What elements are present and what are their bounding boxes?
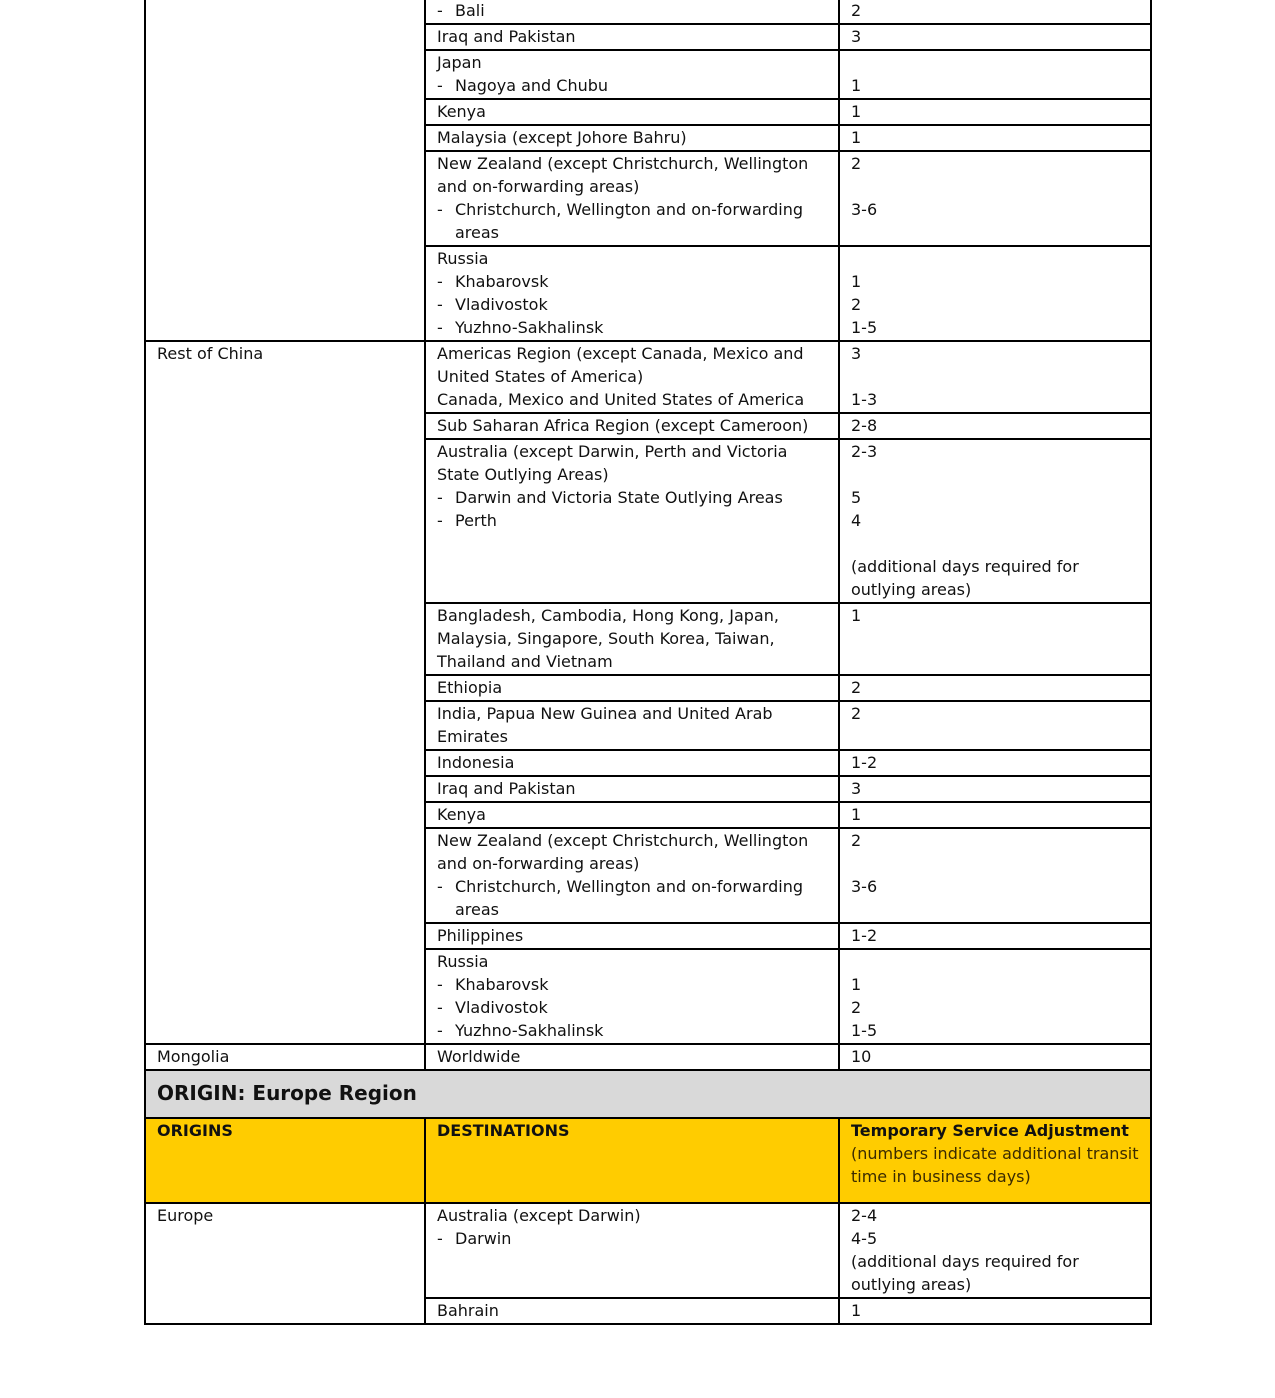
adjustment-value: 1: [851, 1301, 862, 1320]
adjustment-value: 1: [851, 805, 862, 824]
adjustment-cell: [839, 675, 1151, 701]
destination-cell: [425, 0, 839, 24]
destination: Australia (except Darwin, Perth and Victoria State Outlying Areas): [437, 442, 793, 484]
sub-destination: - Yuzhno-Sakhalinsk: [437, 316, 827, 339]
adjustment-cell: [839, 439, 1151, 603]
spacer: [851, 950, 1139, 973]
region-title: ORIGIN: Europe Region: [145, 1070, 1151, 1118]
destination-cell: [425, 923, 839, 949]
adjustment-value: 3: [851, 344, 862, 363]
destination-cell: [425, 675, 839, 701]
adjustment-value: 3-6: [851, 200, 878, 219]
sub-destination: - Khabarovsk: [437, 973, 827, 996]
destination-cell: [425, 949, 839, 1044]
destination: New Zealand (except Christchurch, Wellington and on-forwarding areas): [437, 154, 814, 196]
adjustment-value: 1: [851, 606, 862, 625]
destination: Bahrain: [437, 1301, 499, 1320]
origin-cell: [145, 0, 425, 341]
adjustment-value: 2: [851, 154, 862, 173]
adjustment-value: (additional days required for outlying areas): [851, 1252, 1084, 1294]
adjustment-value: 2-4: [851, 1206, 878, 1225]
header-adjustment: [839, 1118, 1151, 1203]
header-adjustment-title: Temporary Service Adjustment: [851, 1121, 1129, 1140]
table-row: [145, 1044, 1151, 1070]
destination-cell: [425, 603, 839, 675]
adjustment-cell: [839, 923, 1151, 949]
destination-cell: [425, 1298, 839, 1324]
destination-cell: [425, 750, 839, 776]
destination-cell: [425, 341, 839, 413]
adjustment-value: 4: [851, 511, 862, 530]
spacer: [851, 175, 1139, 198]
adjustment-cell: [839, 50, 1151, 99]
destination: Russia: [437, 952, 489, 971]
destination-cell: [425, 50, 839, 99]
destination: Iraq and Pakistan: [437, 27, 576, 46]
origin-label: Mongolia: [157, 1047, 230, 1066]
spacer: [851, 463, 1139, 486]
table-row: [145, 341, 1151, 413]
destination: Bangladesh, Cambodia, Hong Kong, Japan, Malaysia, Singapore, South Korea, Taiwan, Thailand and Vietnam: [437, 606, 785, 671]
spacer: [851, 532, 1139, 555]
adjustment-cell: [839, 776, 1151, 802]
destination: Sub Saharan Africa Region (except Cameroon): [437, 416, 809, 435]
adjustment-value: 1: [851, 76, 862, 95]
destination-cell: [425, 776, 839, 802]
adjustment-cell: [839, 0, 1151, 24]
sub-destination: - Perth: [437, 509, 827, 532]
sub-destination: - Darwin: [437, 1227, 827, 1250]
sub-destination: - Nagoya and Chubu: [437, 74, 827, 97]
adjustment-cell: [839, 949, 1151, 1044]
destination-cell: [425, 802, 839, 828]
destination-cell: [425, 151, 839, 246]
destination-cell: [425, 24, 839, 50]
header-destinations: DESTINATIONS: [425, 1118, 839, 1203]
destination: Kenya: [437, 102, 486, 121]
adjustment-value: 3: [851, 27, 862, 46]
table-body: [145, 0, 1151, 1324]
adjustment-cell: [839, 1203, 1151, 1298]
destination: Malaysia (except Johore Bahru): [437, 128, 687, 147]
sub-destination: - Yuzhno-Sakhalinsk: [437, 1019, 827, 1042]
adjustment-cell: [839, 802, 1151, 828]
transit-adjustment-table: [144, 0, 1152, 1325]
destination: India, Papua New Guinea and United Arab Emirates: [437, 704, 778, 746]
adjustment-cell: [839, 24, 1151, 50]
destination-cell: [425, 413, 839, 439]
destination-cell: [425, 1203, 839, 1298]
adjustment-value: 10: [851, 1047, 872, 1066]
spacer: [437, 1250, 827, 1296]
adjustment-value: 3-6: [851, 877, 878, 896]
adjustment-cell: [839, 828, 1151, 923]
origin-cell: [145, 1044, 425, 1070]
adjustment-cell: [839, 750, 1151, 776]
header-origins: ORIGINS: [145, 1118, 425, 1203]
spacer: [851, 247, 1139, 270]
sub-destination: - Khabarovsk: [437, 270, 827, 293]
header-adjustment-note: (numbers indicate additional transit time in business days): [851, 1144, 1144, 1186]
destination-cell: [425, 439, 839, 603]
sub-destination: - Bali: [437, 0, 827, 22]
adjustment-cell: [839, 1298, 1151, 1324]
destination: Iraq and Pakistan: [437, 779, 576, 798]
destination: Philippines: [437, 926, 524, 945]
origin-label: Rest of China: [157, 344, 264, 363]
origin-label: Europe: [157, 1206, 214, 1225]
adjustment-value: 2-3: [851, 442, 878, 461]
adjustment-value: 1-5: [851, 1021, 878, 1040]
adjustment-cell: [839, 603, 1151, 675]
origin-cell: [145, 1203, 425, 1324]
adjustment-value: 2: [851, 831, 862, 850]
destination: Kenya: [437, 805, 486, 824]
sub-destination: - Christchurch, Wellington and on-forwarding areas: [437, 875, 827, 921]
destination: Worldwide: [437, 1047, 521, 1066]
adjustment-value: 1-5: [851, 318, 878, 337]
table-row: [145, 0, 1151, 24]
column-header-row: [145, 1118, 1151, 1203]
destination: Indonesia: [437, 753, 515, 772]
adjustment-cell: [839, 413, 1151, 439]
adjustment-value: 1-2: [851, 926, 878, 945]
adjustment-value: (additional days required for outlying areas): [851, 557, 1084, 599]
adjustment-value: 2: [851, 678, 862, 697]
adjustment-value: 2: [851, 295, 862, 314]
adjustment-value: 5: [851, 488, 862, 507]
destination-cell: [425, 125, 839, 151]
adjustment-cell: [839, 99, 1151, 125]
adjustment-value: 2: [851, 1, 862, 20]
destination: Japan: [437, 53, 482, 72]
adjustment-value: 4-5: [851, 1229, 878, 1248]
adjustment-value: 2: [851, 998, 862, 1017]
spacer: [851, 51, 1139, 74]
adjustment-cell: [839, 701, 1151, 750]
adjustment-value: 2: [851, 704, 862, 723]
sub-destination: - Vladivostok: [437, 996, 827, 1019]
destination-cell: [425, 828, 839, 923]
origin-cell: [145, 341, 425, 1044]
destination: Ethiopia: [437, 678, 503, 697]
sub-destination: - Christchurch, Wellington and on-forwarding areas: [437, 198, 827, 244]
destination: Russia: [437, 249, 489, 268]
adjustment-cell: [839, 341, 1151, 413]
destination-cell: [425, 1044, 839, 1070]
destination: Australia (except Darwin): [437, 1206, 641, 1225]
adjustment-value: 1: [851, 102, 862, 121]
adjustment-value: 3: [851, 779, 862, 798]
sub-destination: - Darwin and Victoria State Outlying Areas: [437, 486, 827, 509]
table-row: [145, 1203, 1151, 1298]
adjustment-cell: [839, 246, 1151, 341]
sub-destination: - Vladivostok: [437, 293, 827, 316]
spacer: [851, 852, 1139, 875]
destination-cell: [425, 701, 839, 750]
destination: Americas Region (except Canada, Mexico and United States of America): [437, 344, 809, 386]
destination: New Zealand (except Christchurch, Wellington and on-forwarding areas): [437, 831, 814, 873]
adjustment-value: 1: [851, 272, 862, 291]
adjustment-value: 1-3: [851, 390, 878, 409]
adjustment-cell: [839, 125, 1151, 151]
destination-cell: [425, 246, 839, 341]
adjustment-cell: [839, 1044, 1151, 1070]
region-header-row: [145, 1070, 1151, 1118]
destination-cell: [425, 99, 839, 125]
destination: Canada, Mexico and United States of America: [437, 390, 805, 409]
adjustment-value: 1-2: [851, 753, 878, 772]
adjustment-value: 2-8: [851, 416, 878, 435]
adjustment-cell: [839, 151, 1151, 246]
adjustment-value: 1: [851, 975, 862, 994]
adjustment-value: 1: [851, 128, 862, 147]
spacer: [851, 365, 1139, 388]
